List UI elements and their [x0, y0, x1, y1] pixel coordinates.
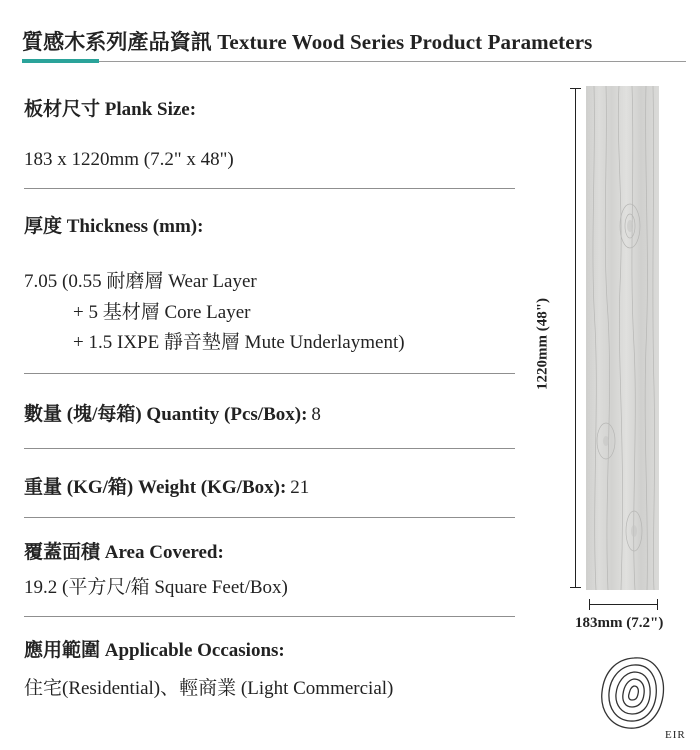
quantity-label: 數量 (塊/每箱) Quantity (Pcs/Box):: [24, 404, 308, 425]
thickness-line-1: 7.05 (0.55 耐磨層 Wear Layer: [24, 271, 257, 292]
area-label: 覆蓋面積 Area Covered:: [24, 542, 224, 563]
divider: [24, 448, 515, 449]
length-dimension-cap-top: [570, 88, 581, 89]
thickness-line-2: + 5 基材層 Core Layer: [73, 302, 251, 323]
divider: [24, 373, 515, 374]
divider: [24, 517, 515, 518]
thickness-label: 厚度 Thickness (mm):: [24, 216, 204, 237]
width-dimension-line: [589, 604, 658, 605]
length-dimension-line: [575, 88, 576, 588]
divider: [24, 188, 515, 189]
wood-rings-icon: [598, 652, 668, 737]
length-label: 1220mm (48"): [534, 297, 551, 391]
weight-label: 重量 (KG/箱) Weight (KG/Box):: [24, 477, 287, 498]
quantity-row: [24, 399, 321, 426]
thickness-line-3: + 1.5 IXPE 靜音墊層 Mute Underlayment): [73, 332, 405, 353]
area-value: 19.2 (平方尺/箱 Square Feet/Box): [24, 577, 288, 598]
plank-size-value: 183 x 1220mm (7.2" x 48"): [24, 149, 234, 170]
width-dimension-cap-right: [657, 599, 658, 610]
weight-row: [24, 472, 309, 499]
title-accent-bar: [22, 59, 99, 63]
weight-value: 21: [290, 477, 310, 498]
width-dimension-cap-left: [589, 599, 590, 610]
quantity-value: 8: [311, 404, 321, 425]
occasions-label: 應用範圍 Applicable Occasions:: [24, 640, 285, 661]
width-label: 183mm (7.2"): [575, 615, 664, 631]
brand-logo: [598, 652, 668, 742]
plank-size-label: 板材尺寸 Plank Size:: [24, 99, 197, 120]
brand-logo-text: EIR: [665, 729, 686, 741]
divider: [24, 616, 515, 617]
page-title: 質感木系列產品資訊 Texture Wood Series Product Parameters: [22, 30, 593, 54]
length-dimension-cap-bottom: [570, 587, 581, 588]
title-divider: [22, 61, 686, 62]
occasions-value: 住宅(Residential)、輕商業 (Light Commercial): [24, 678, 394, 699]
plank-image: [586, 86, 659, 590]
